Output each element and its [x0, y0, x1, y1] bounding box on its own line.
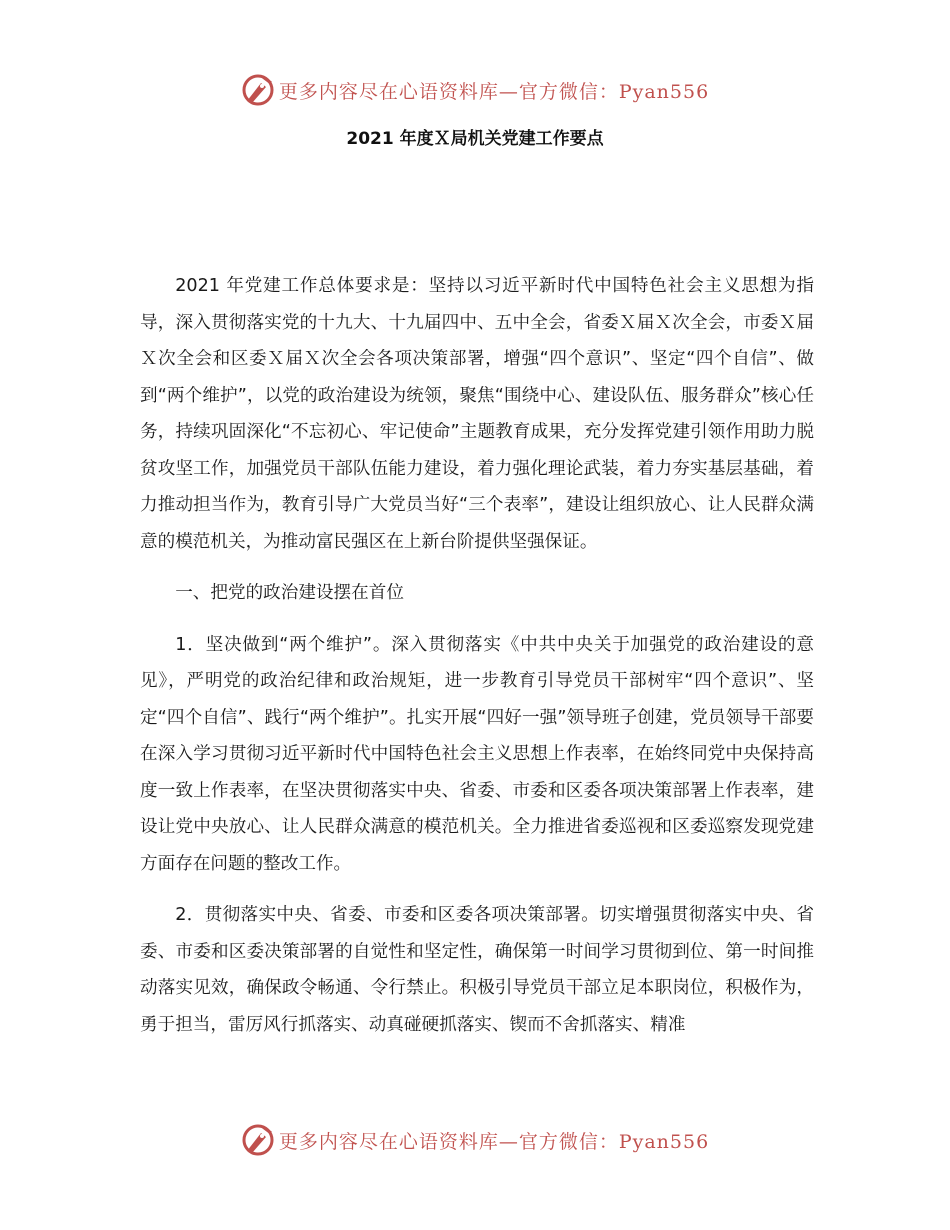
pen-nib-logo-icon	[241, 73, 275, 107]
document-title: 2021 年度Ｘ局机关党建工作要点	[346, 129, 604, 149]
paragraph-general-requirements: 2021 年党建工作总体要求是：坚持以习近平新时代中国特色社会主义思想为指导，深入贯彻落实党的十九大、十九届四中、五中全会，省委Ｘ届Ｘ次全会，市委Ｘ届Ｘ次全会和区委Ｘ届Ｘ次全会各项决策部署，增强“四个意识”、坚定“四个自信”、做到“两个维护”，以党的政治建设为统领，聚焦“围绕中心、建设队伍、服务群众”核心任务，持续巩固深化“不忘初心、牢记使命”主题教育成果，充分发挥党建引领作用助力脱贫攻坚工作，加强党员干部队伍能力建设，着力强化理论武装，着力夯实基层基础，着力推动担当作为，教育引导广大党员当好“三个表率”，建设让组织放心、让人民群众满意的模范机关，为推动富民强区在上新台阶提供坚强保证。	[140, 276, 814, 552]
header-banner	[0, 70, 950, 110]
footer-banner	[0, 1120, 950, 1160]
paragraph-item-1: 1．坚决做到“两个维护”。深入贯彻落实《中共中央关于加强党的政治建设的意见》，严明党的政治纪律和政治规矩，进一步教育引导党员干部树牢“四个意识”、坚定“四个自信”、践行“两个维护”。扎实开展“四好一强”领导班子创建，党员领导干部要在深入学习贯彻习近平新时代中国特色社会主义思想上作表率，在始终同党中央保持高度一致上作表率，在坚决贯彻落实中央、省委、市委和区委各项决策部署上作表率，建设让党中央放心、让人民群众满意的模范机关。全力推进省委巡视和区委巡察发现党建方面存在问题的整改工作。	[140, 634, 814, 874]
pen-nib-logo-icon	[241, 1123, 275, 1157]
document-body	[140, 268, 814, 1043]
footer-banner-text: 更多内容尽在心语资料库—官方微信：Pyan556	[278, 1130, 710, 1153]
paragraph-item-2: 2．贯彻落实中央、省委、市委和区委各项决策部署。切实增强贯彻落实中央、省委、市委和区委决策部署的自觉性和坚定性，确保第一时间学习贯彻到位、第一时间推动落实见效，确保政令畅通、令行禁止。积极引导党员干部立足本职岗位，积极作为，勇于担当，雷厉风行抓落实、动真碰硬抓落实、锲而不舍抓落实、精准	[140, 905, 814, 1035]
header-banner-text: 更多内容尽在心语资料库—官方微信：Pyan556	[278, 80, 710, 103]
section-heading-1: 一、把党的政治建设摆在首位	[175, 583, 404, 603]
